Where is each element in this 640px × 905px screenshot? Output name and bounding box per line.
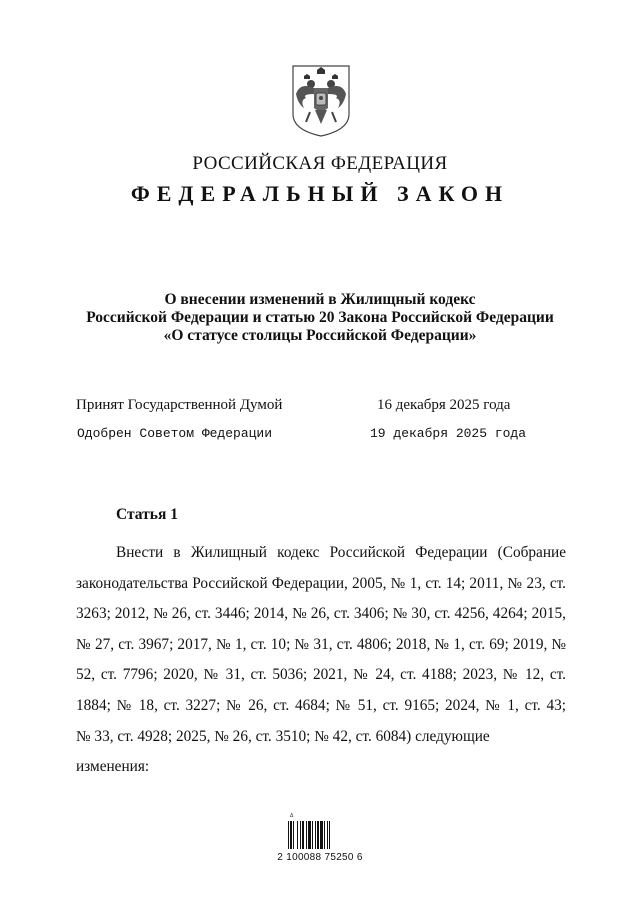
subject-line: Российской Федерации и статью 20 Закона Российской Федерации [86,309,554,326]
barcode-bar [293,821,294,849]
barcode-bar [320,821,323,849]
article-text-main: Внести в Жилищный кодекс Российской Федерации (Собрание законодательства Российской Федерации, 2005, № 1, ст. 14; 2011, № 23, ст. 3263; 2012, № 26, ст. 3446; 2014, № 26, ст. 3406; № 30, ст. 4256, 4264; 2015, № 27, ст. 3967; 2017, № 1, ст. 10; № 31, ст. 4806; 2018, № 1, ст. 69; 2019, № 52, ст. 7796; 2020, № 31, ст. 5036; 2021, № 24, ст. 4188; 2023, № 12, ст. 1884; № 18, ст. 3227; № 26, ст. 4684; № 51, ст. 9165; 2024, № 1, ст. 43; [76,544,566,714]
barcode-bar [308,821,311,849]
council-approval-label: Одобрен Советом Федерации [77,426,273,441]
article-text-last-line: № 33, ст. 4928; 2025, № 26, ст. 3510; № 42, ст. 6084) следующие изменения: [76,727,490,776]
subject-line: О внесении изменений в Жилищный кодекс [164,291,476,308]
barcode-bar [302,821,304,849]
svg-text:Δ: Δ [290,813,294,819]
law-subject [60,291,580,345]
article-text [76,538,566,783]
barcode-bar [306,821,307,849]
barcode-bar [300,821,301,849]
barcode-bar [324,821,325,849]
barcode-bar [288,821,289,849]
barcode-bar [297,821,298,849]
country-name: РОССИЙСКАЯ ФЕДЕРАЦИЯ [192,153,448,174]
subject-line: «О статусе столицы Российской Федерации» [163,327,477,344]
barcode-bar [315,821,316,849]
article-heading: Статья 1 [116,506,178,523]
duma-adoption-date: 16 декабря 2025 года [377,397,511,413]
barcode-bar [329,821,330,849]
barcode-bar [327,821,328,849]
barcode-bar [317,821,319,849]
barcode-bar [290,821,292,849]
council-approval-date: 19 декабря 2025 года [370,426,527,441]
barcode-bar [312,821,313,849]
barcode [286,812,352,850]
duma-adoption-label: Принят Государственной Думой [76,397,283,413]
coat-of-arms-emblem [290,64,352,138]
barcode-number: 2 100088 75250 6 [277,852,363,863]
document-type-title: ФЕДЕРАЛЬНЫЙ ЗАКОН [130,181,510,206]
